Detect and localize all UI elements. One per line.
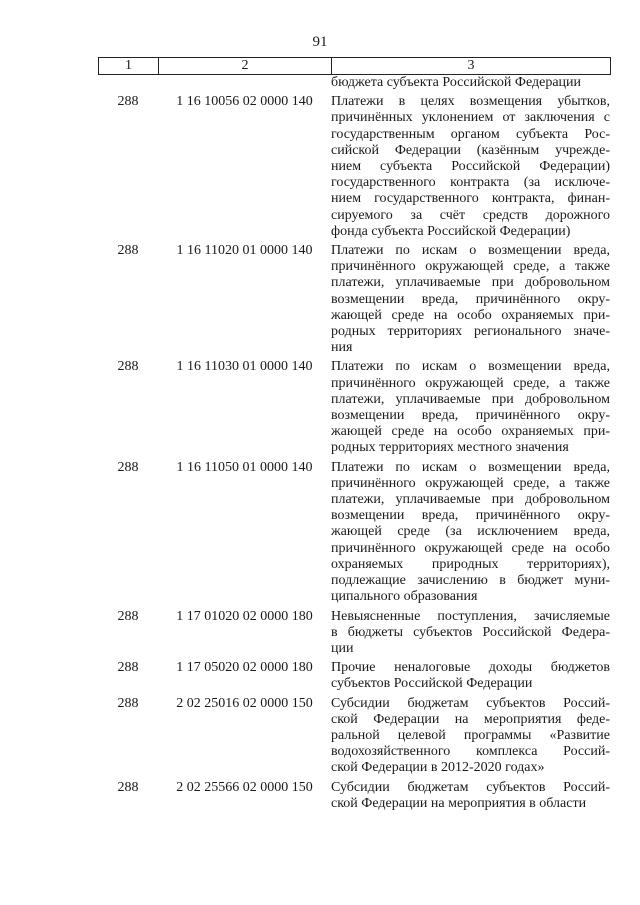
description-line: Невыясненные поступления, зачисляемые (331, 608, 610, 624)
column-header-1: 1 (99, 58, 159, 75)
column-header-2: 2 (159, 58, 332, 75)
description-line: в бюджеты субъектов Российской Федера- (331, 624, 610, 640)
description-line: ния (331, 340, 353, 356)
column-header-table (98, 57, 611, 75)
table-row (98, 780, 610, 812)
description-line: субъектов Российской Федерации (331, 676, 533, 692)
description-cell (331, 460, 610, 606)
description-line: ции (331, 640, 354, 656)
description-line: Субсидии бюджетам субъектов Россий- (331, 779, 610, 795)
admin-code-cell: 288 (117, 695, 139, 711)
description-line: жающей среде (за исключением вреда, (331, 524, 610, 540)
description-line: причинённого окружающей среде, а также (331, 375, 610, 391)
description-line: возмещении вреда, причинённого окру- (331, 291, 610, 307)
revenue-code-cell: 1 16 11020 01 0000 140 (176, 243, 313, 259)
description-line: сируемого за счёт средств дорожного (331, 207, 610, 223)
description-line: ской Федерации на мероприятия феде- (331, 711, 610, 727)
revenue-code-cell: 2 02 25016 02 0000 150 (176, 695, 313, 711)
table-row (98, 460, 610, 606)
revenue-code-cell: 1 16 11050 01 0000 140 (176, 459, 313, 475)
description-line: причинённого окружающей среде, а также (331, 259, 610, 275)
description-line: ральной целевой программы «Развитие (331, 727, 610, 743)
description-line: причинённого окружающей среде на особо (331, 540, 610, 556)
description-line: родных территориях регионального значе- (331, 324, 610, 340)
admin-code-cell: 288 (117, 608, 139, 624)
table-row (98, 94, 610, 240)
description-line: Платежи в целях возмещения убытков, (331, 94, 610, 110)
description-line: нием государственного контракта, финан- (331, 191, 610, 207)
admin-code-cell: 288 (117, 94, 139, 110)
description-line: ской Федерации в 2012-2020 годах» (331, 760, 545, 776)
description-line: платежи, уплачиваемые при добровольном (331, 275, 610, 291)
description-line: государственного контракта (за исключе- (331, 175, 610, 191)
description-line: жающей среде на особо охраняемых при- (331, 424, 610, 440)
admin-code-cell: 288 (117, 779, 139, 795)
admin-code-cell: 288 (117, 660, 139, 676)
description-line: причинённых уклонением от заключения с (331, 110, 610, 126)
description-line: возмещении вреда, причинённого окру- (331, 508, 610, 524)
description-line: водохозяйственного комплекса Россий- (331, 744, 610, 760)
admin-code-cell: 288 (117, 243, 139, 259)
description-cell (331, 780, 610, 812)
table-row (98, 609, 610, 658)
continuation-text: бюджета субъекта Российской Федерации (331, 75, 582, 90)
description-line: Платежи по искам о возмещении вреда, (331, 359, 610, 375)
revenue-code-cell: 1 16 10056 02 0000 140 (176, 94, 313, 110)
description-line: фонда субъекта Российской Федерации) (331, 223, 571, 239)
description-line: ципального образования (331, 589, 478, 605)
description-line: подлежащие зачислению в бюджет муни- (331, 573, 610, 589)
description-line: Прочие неналоговые доходы бюджетов (331, 660, 610, 676)
page-number: 91 (312, 34, 328, 50)
column-header-3: 3 (332, 58, 611, 75)
revenue-code-cell: 1 17 01020 02 0000 180 (176, 608, 313, 624)
description-line: жающей среде на особо охраняемых при- (331, 307, 610, 323)
revenue-code-cell: 1 16 11030 01 0000 140 (176, 359, 313, 375)
admin-code-cell: 288 (117, 359, 139, 375)
description-line: Платежи по искам о возмещении вреда, (331, 459, 610, 475)
admin-code-cell: 288 (117, 459, 139, 475)
description-line: ской Федерации на мероприятия в области (331, 795, 587, 811)
revenue-code-cell: 2 02 25566 02 0000 150 (176, 779, 313, 795)
description-line: охраняемых природных территориях), (331, 556, 610, 572)
rows-container (98, 94, 610, 812)
description-line: платежи, уплачиваемые при добровольном (331, 391, 610, 407)
description-line: государственным органом субъекта Рос- (331, 126, 610, 142)
description-cell (331, 609, 610, 658)
description-line: Субсидии бюджетам субъектов Россий- (331, 695, 610, 711)
description-line: причинённого окружающей среде, а также (331, 475, 610, 491)
description-line: нием субъекта Российской Федерации) (331, 159, 610, 175)
description-line: родных территориях местного значения (331, 440, 569, 456)
description-cell (331, 243, 610, 356)
description-line: возмещении вреда, причинённого окру- (331, 408, 610, 424)
revenue-code-cell: 1 17 05020 02 0000 180 (176, 660, 313, 676)
table-body (98, 75, 610, 812)
table-row (98, 660, 610, 692)
table-row (98, 696, 610, 777)
description-cell (331, 359, 610, 456)
table-row (98, 243, 610, 356)
description-line: Платежи по искам о возмещении вреда, (331, 243, 610, 259)
description-cell (331, 696, 610, 777)
description-line: сийской Федерации (казённым учрежде- (331, 142, 610, 158)
description-cell (331, 660, 610, 692)
description-cell (331, 94, 610, 240)
table-row (98, 359, 610, 456)
description-line: платежи, уплачиваемые при добровольном (331, 492, 610, 508)
